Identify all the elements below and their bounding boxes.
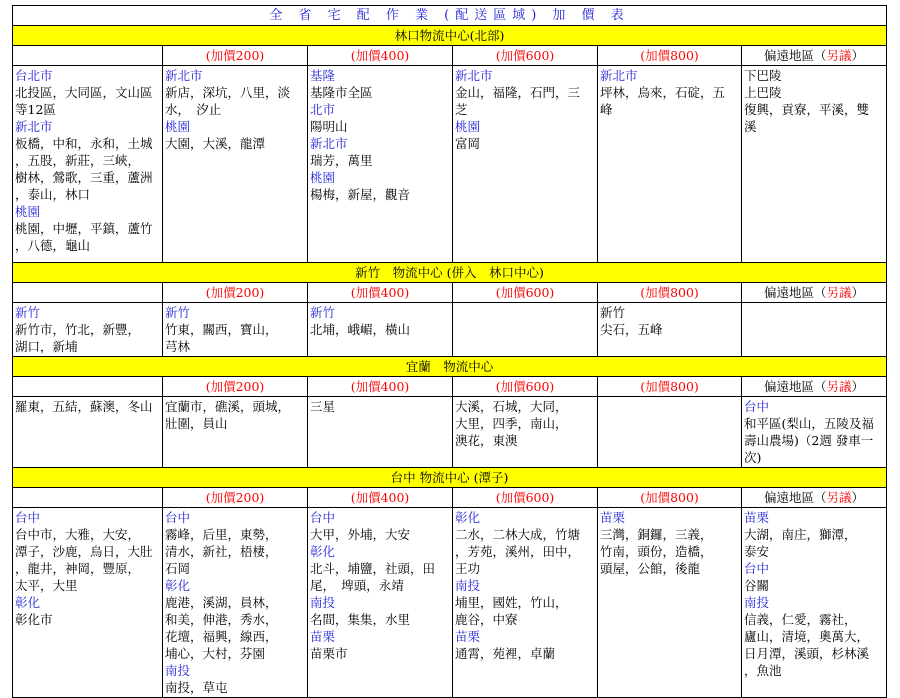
area-list: 潭子，沙鹿，烏日，大肚 bbox=[15, 544, 153, 559]
area-cell bbox=[598, 66, 742, 263]
area-cell bbox=[13, 508, 163, 698]
area-list: 新竹市，竹北，新豐， bbox=[15, 322, 141, 337]
area-cell bbox=[308, 508, 453, 698]
area-list: 陽明山 bbox=[310, 119, 348, 134]
region-name: 台中 bbox=[744, 561, 770, 576]
area-list: 和美，伸港，秀水， bbox=[165, 612, 278, 627]
area-list: 樹林，鶯歌，三重，蘆洲 bbox=[15, 170, 153, 185]
area-list: 復興，貢寮，平溪，雙 bbox=[744, 102, 870, 117]
region-name: 桃園 bbox=[15, 204, 41, 219]
surcharge-header bbox=[163, 377, 308, 397]
section-band: 林口物流中心(北部) bbox=[13, 26, 887, 46]
region-name: 桃園 bbox=[455, 119, 481, 134]
remote-close: ） bbox=[851, 285, 865, 300]
area-cell bbox=[163, 397, 308, 468]
area-list: 三灣，銅鑼，三義， bbox=[600, 527, 713, 542]
surcharge-label: (加價800) bbox=[640, 48, 699, 63]
area-list: 清水，新社，梧棲， bbox=[165, 544, 278, 559]
area-list: 二水，二林大成，竹塘 bbox=[455, 527, 581, 542]
area-cell bbox=[453, 508, 598, 698]
surcharge-header bbox=[598, 377, 742, 397]
section-band: 台中 物流中心 (潭子) bbox=[13, 468, 887, 488]
remote-label: 偏遠地區（ bbox=[763, 285, 827, 300]
area-list: 埔心，大村，芬園 bbox=[165, 646, 266, 661]
surcharge-label: (加價200) bbox=[205, 48, 265, 63]
page-title: 全 省 宅 配 作 業 (配送區域) 加 價 表 bbox=[13, 6, 887, 26]
area-list: 大溪，石城，大同， bbox=[455, 399, 568, 414]
area-cell bbox=[742, 66, 887, 263]
area-cell bbox=[742, 303, 887, 357]
area-list: 太平，大里 bbox=[15, 578, 78, 593]
region-name: 台中 bbox=[744, 399, 770, 414]
area-list: 板橋，中和，永和，土城 bbox=[15, 136, 153, 151]
region-name: 彰化 bbox=[15, 595, 41, 610]
area-cell bbox=[598, 508, 742, 698]
area-cell bbox=[13, 303, 163, 357]
surcharge-label: (加價600) bbox=[495, 48, 555, 63]
area-list: 水， 汐止 bbox=[165, 102, 222, 117]
area-list: 新店，深坑，八里，淡 bbox=[165, 85, 291, 100]
surcharge-label: (加價200) bbox=[205, 285, 265, 300]
surcharge-label: (加價600) bbox=[495, 490, 555, 505]
area-list: 大湖，南庄，獅潭， bbox=[744, 527, 857, 542]
surcharge-label: (加價400) bbox=[350, 48, 410, 63]
remote-label: 偏遠地區（ bbox=[763, 379, 827, 394]
surcharge-label: (加價600) bbox=[495, 285, 555, 300]
surcharge-header bbox=[453, 283, 598, 303]
area-cell bbox=[742, 397, 887, 468]
region-name: 台北市 bbox=[15, 68, 53, 83]
area-list: 尖石，五峰 bbox=[600, 322, 663, 337]
surcharge-label: (加價200) bbox=[205, 379, 265, 394]
area-list: 北埔，峨嵋，橫山 bbox=[310, 322, 411, 337]
area-list: 霧峰，后里，東勢， bbox=[165, 527, 278, 542]
area-list: 信義，仁愛，霧社， bbox=[744, 612, 857, 627]
area-cell bbox=[163, 66, 308, 263]
area-list: 谷關 bbox=[744, 578, 770, 593]
region-name: 新北市 bbox=[600, 68, 638, 83]
area-list: 花壇，福興，線西， bbox=[165, 629, 278, 644]
area-list: 埔里，國姓，竹山， bbox=[455, 595, 568, 610]
region-name: 新北市 bbox=[15, 119, 53, 134]
area-list: 北斗，埔鹽，社頭，田 bbox=[310, 561, 436, 576]
area-cell bbox=[742, 508, 887, 698]
area-list: 王功 bbox=[455, 561, 481, 576]
remote-header bbox=[742, 377, 887, 397]
area-list: 桃園，中壢，平鎮，蘆竹 bbox=[15, 221, 153, 236]
area-list: ，八德，龜山 bbox=[15, 238, 91, 253]
area-list: ，魚池 bbox=[744, 663, 782, 678]
region-name: 新竹 bbox=[165, 305, 191, 320]
surcharge-label: (加價400) bbox=[350, 490, 410, 505]
section-band: 宜蘭 物流中心 bbox=[13, 357, 887, 377]
region-name: 桃園 bbox=[310, 170, 336, 185]
area-list: 泰安 bbox=[744, 544, 770, 559]
region-name: 苗栗 bbox=[310, 629, 336, 644]
surcharge-header bbox=[598, 488, 742, 508]
surcharge-header bbox=[308, 377, 453, 397]
area-list: 瑞芳，萬里 bbox=[310, 153, 373, 168]
area-list: 坪林，烏來，石碇，五 bbox=[600, 85, 726, 100]
header-blank bbox=[13, 46, 163, 66]
area-list: 澳花，東澳 bbox=[455, 433, 518, 448]
area-list: 羅東，五結，蘇澳，冬山 bbox=[15, 399, 153, 414]
region-name: 彰化 bbox=[455, 510, 481, 525]
region-name: 台中 bbox=[310, 510, 336, 525]
area-list: 尾， 埤頭，永靖 bbox=[310, 578, 404, 593]
surcharge-label: (加價200) bbox=[205, 490, 265, 505]
area-list: 南投，草屯 bbox=[165, 680, 228, 695]
area-list: ，五股，新莊，三峽， bbox=[15, 153, 141, 168]
area-cell bbox=[163, 508, 308, 698]
area-list: 日月潭，溪頭，杉林溪 bbox=[744, 646, 870, 661]
region-name: 新竹 bbox=[310, 305, 336, 320]
area-cell bbox=[598, 397, 742, 468]
area-list: 湖口，新埔 bbox=[15, 339, 78, 354]
area-list: 芎林 bbox=[165, 339, 191, 354]
area-cell bbox=[308, 303, 453, 357]
area-list: ，龍井，神岡，豐原， bbox=[15, 561, 141, 576]
surcharge-table bbox=[12, 5, 887, 698]
surcharge-header bbox=[308, 46, 453, 66]
region-name: 新竹 bbox=[15, 305, 41, 320]
region-name: 桃園 bbox=[165, 119, 191, 134]
area-list: 峰 bbox=[600, 102, 613, 117]
area-list: 台中市，大雅，大安， bbox=[15, 527, 141, 542]
area-list: 鹿谷，中寮 bbox=[455, 612, 518, 627]
header-blank bbox=[13, 283, 163, 303]
area-list: 三星 bbox=[310, 399, 336, 414]
area-list: 名間，集集，水里 bbox=[310, 612, 411, 627]
surcharge-header bbox=[453, 46, 598, 66]
area-list: 石岡 bbox=[165, 561, 191, 576]
surcharge-header bbox=[598, 46, 742, 66]
surcharge-header bbox=[453, 377, 598, 397]
remote-label: 偏遠地區（ bbox=[763, 48, 827, 63]
region-name: 台中 bbox=[165, 510, 191, 525]
surcharge-header bbox=[598, 283, 742, 303]
region-name: 苗栗 bbox=[744, 510, 770, 525]
surcharge-label: (加價600) bbox=[495, 379, 555, 394]
area-cell bbox=[453, 66, 598, 263]
area-list: 宜蘭市，礁溪，頭城， bbox=[165, 399, 291, 414]
header-blank bbox=[13, 377, 163, 397]
area-cell bbox=[308, 66, 453, 263]
region-name: 南投 bbox=[744, 595, 770, 610]
surcharge-header bbox=[308, 283, 453, 303]
region-name: 新北市 bbox=[455, 68, 493, 83]
surcharge-header bbox=[453, 488, 598, 508]
area-cell bbox=[453, 303, 598, 357]
remote-close: ） bbox=[851, 48, 865, 63]
region-name: 南投 bbox=[165, 663, 191, 678]
area-list: 通霄，苑裡，卓蘭 bbox=[455, 646, 556, 661]
region-name: 新北市 bbox=[310, 136, 348, 151]
area-list: ，泰山，林口 bbox=[15, 187, 91, 202]
region-name: 彰化 bbox=[165, 578, 191, 593]
area-cell bbox=[598, 303, 742, 357]
area-list: 等12區 bbox=[15, 102, 56, 117]
remote-note: 另議 bbox=[826, 48, 852, 63]
area-list: 大里，四季，南山， bbox=[455, 416, 568, 431]
header-blank bbox=[13, 488, 163, 508]
surcharge-header bbox=[163, 283, 308, 303]
region-name: 基隆 bbox=[310, 68, 336, 83]
surcharge-label: (加價800) bbox=[640, 490, 699, 505]
remote-note: 另議 bbox=[826, 490, 852, 505]
area-list: 彰化市 bbox=[15, 612, 53, 627]
region-name: 台中 bbox=[15, 510, 41, 525]
area-list: 大甲，外埔，大安 bbox=[310, 527, 411, 542]
surcharge-header bbox=[163, 46, 308, 66]
surcharge-header bbox=[308, 488, 453, 508]
area-list: 溪 bbox=[744, 119, 757, 134]
area-cell bbox=[163, 303, 308, 357]
remote-note: 另議 bbox=[826, 379, 852, 394]
area-list: 大園，大溪，龍潭 bbox=[165, 136, 266, 151]
area-list: 竹南，頭份，造橋， bbox=[600, 544, 713, 559]
area-cell bbox=[453, 397, 598, 468]
area-list: 北投區，大同區，文山區 bbox=[15, 85, 153, 100]
region-name: 南投 bbox=[455, 578, 481, 593]
surcharge-label: (加價400) bbox=[350, 285, 410, 300]
area-list: 苗栗市 bbox=[310, 646, 348, 661]
remote-header bbox=[742, 488, 887, 508]
area-list: 和平區(梨山，五陵及福 bbox=[744, 416, 874, 431]
area-list: 新竹 bbox=[600, 305, 626, 320]
remote-close: ） bbox=[851, 379, 865, 394]
area-list: ，芳苑，溪州，田中， bbox=[455, 544, 581, 559]
remote-label: 偏遠地區（ bbox=[763, 490, 827, 505]
area-list: 廬山，清境，奧萬大， bbox=[744, 629, 870, 644]
area-list: 頭屋，公館，後龍 bbox=[600, 561, 701, 576]
surcharge-label: (加價800) bbox=[640, 379, 699, 394]
area-list: 芝 bbox=[455, 102, 468, 117]
remote-header bbox=[742, 46, 887, 66]
region-name: 苗栗 bbox=[600, 510, 626, 525]
area-cell bbox=[13, 66, 163, 263]
region-name: 北市 bbox=[310, 102, 336, 117]
surcharge-label: (加價400) bbox=[350, 379, 410, 394]
section-band: 新竹 物流中心 (併入 林口中心) bbox=[13, 263, 887, 283]
area-list: 基隆市全區 bbox=[310, 85, 373, 100]
remote-note: 另議 bbox=[826, 285, 852, 300]
area-list: 次) bbox=[744, 450, 762, 465]
area-list: 富岡 bbox=[455, 136, 481, 151]
region-name: 彰化 bbox=[310, 544, 336, 559]
area-list: 上巴陵 bbox=[744, 85, 782, 100]
region-name: 南投 bbox=[310, 595, 336, 610]
surcharge-header bbox=[163, 488, 308, 508]
area-list: 壽山農場)（2週 發車一 bbox=[744, 433, 874, 448]
area-list: 竹東，關西，寶山， bbox=[165, 322, 278, 337]
surcharge-label: (加價800) bbox=[640, 285, 699, 300]
area-list: 壯圍，員山 bbox=[165, 416, 228, 431]
region-name: 苗栗 bbox=[455, 629, 481, 644]
area-list: 下巴陵 bbox=[744, 68, 782, 83]
remote-header bbox=[742, 283, 887, 303]
area-cell bbox=[308, 397, 453, 468]
area-list: 金山，福隆，石門，三 bbox=[455, 85, 581, 100]
remote-close: ） bbox=[851, 490, 865, 505]
region-name: 新北市 bbox=[165, 68, 203, 83]
area-list: 鹿港，溪湖，員林， bbox=[165, 595, 278, 610]
area-list: 楊梅，新屋，觀音 bbox=[310, 187, 411, 202]
area-cell bbox=[13, 397, 163, 468]
